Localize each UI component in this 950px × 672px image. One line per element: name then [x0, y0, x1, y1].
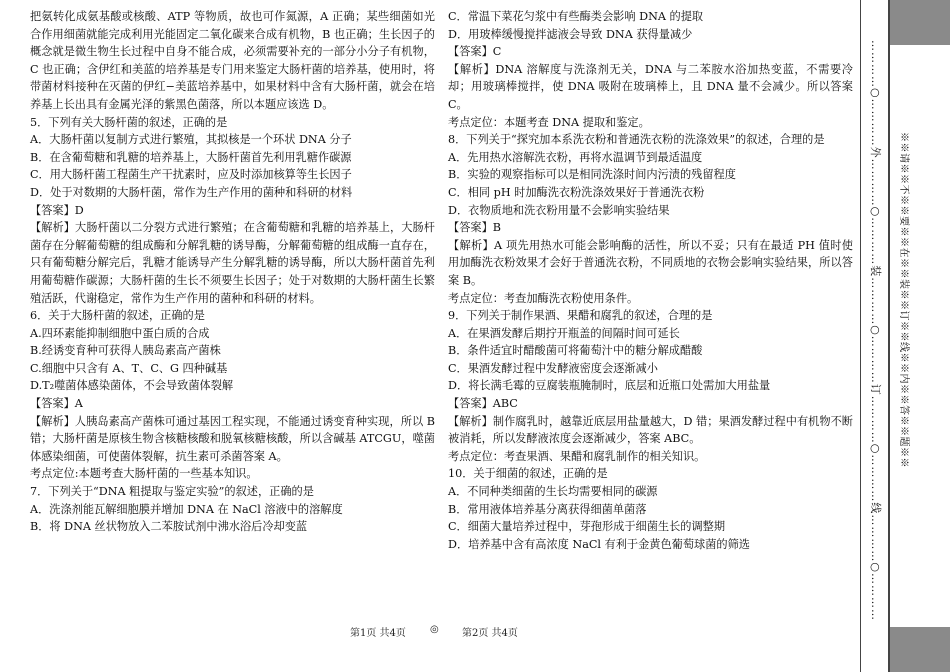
- option-text: D．培养基中含有高浓度 NaCl 有利于金黄色葡萄球菌的筛选: [448, 537, 750, 551]
- option-text: C．用大肠杆菌工程菌生产干扰素时，应及时添加核算等生长因子: [30, 168, 352, 182]
- question-text: 10．关于细菌的叙述，正确的是: [448, 467, 608, 481]
- answer-text: 【答案】ABC: [448, 397, 518, 411]
- option-text: D．将长满毛霉的豆腐装瓶腌制时，底层和近瓶口处需加大用盐量: [448, 379, 771, 393]
- explanation-text: 【解析】A 项先用热水可能会影响酶的活性，所以不妥；只有在最适 PH 值时使用加酶洗衣粉效果才会好于普通洗衣粉，不同质地的衣物会影响实验结果，所以答案 B。: [448, 238, 853, 287]
- question-text: 8．下列关于“探究加本系洗衣粉和普通洗衣粉的洗涤效果”的叙述，合理的是: [448, 133, 825, 147]
- answer-text: 【答案】D: [30, 203, 84, 217]
- option-text: B．将 DNA 丝状物放入二苯胺试剂中沸水浴后冷却变蓝: [30, 520, 308, 534]
- page-number-left: 第1页 共4页: [350, 628, 406, 639]
- option-text: C．常温下菜花匀浆中有些酶类会影响 DNA 的提取: [448, 10, 704, 23]
- topic-note: 考点定位：本题考查 DNA 提取和鉴定。: [448, 115, 650, 129]
- option-text: C．果酒发酵过程中发酵液密度会逐渐减小: [448, 361, 658, 375]
- explanation-text: 【解析】大肠杆菌以二分裂方式进行繁殖；在含葡萄糖和乳糖的培养基上，大肠杆菌存在分解葡萄糖的组成酶和分解乳糖的诱导酶，分解葡萄糖的组成酶一直存在，只有葡萄糖分解完后，乳糖才能诱导产生分解乳糖的诱导酶，所以大肠杆菌首先利用葡萄糖作碳源；大肠杆菌的生长不须要生长因子；处于对数期的大肠杆菌生长繁殖活跃，代谢稳定，常作为生产作用的菌种和科研的材料。: [30, 221, 435, 305]
- binding-shade-top: [890, 0, 950, 45]
- right-column: [448, 8, 853, 553]
- left-column: [30, 8, 435, 536]
- option-text: C．相同 pH 时加酶洗衣粉洗涤效果好于普通洗衣粉: [448, 185, 705, 199]
- option-text: D．用玻棒缓慢搅拌滤液会导致 DNA 获得量减少: [448, 27, 693, 41]
- option-text: A．在果酒发酵后期拧开瓶盖的间隔时间可延长: [448, 326, 680, 340]
- option-text: A．洗涤剂能瓦解细胞膜并增加 DNA 在 NaCl 溶液中的溶解度: [30, 502, 343, 516]
- option-text: A．先用热水溶解洗衣粉，再将水温调节到最适温度: [448, 150, 703, 164]
- option-text: C.细胞中只含有 A、T、C、G 四种碱基: [30, 361, 228, 375]
- explanation-text: 【解析】人胰岛素高产菌株可通过基因工程实现，不能通过诱变育种实现，所以 B 错；大肠杆菌是原核生物含核糖核酸和脱氧核糖核酸，所以含碱基 ATCGU，噬菌体感染细菌，可使菌体裂解，抗生素可杀菌答案 A。: [30, 414, 435, 463]
- option-text: A．不同种类细菌的生长均需要相同的碳源: [448, 485, 658, 499]
- page-number-right: 第2页 共4页: [462, 628, 518, 639]
- question-text: 把氨转化成氨基酸或核酸、ATP 等物质，故也可作氮源，A 正确；某些细菌如光合作用细菌就能完成利用光能固定二氧化碳来合成有机物，B 也正确；生长因子的概念就是微生物生长过程中自身不能合成，必须需要补充的一部分小分子有机物，C 也正确；含伊红和美蓝的培养基是专门用来鉴定大肠杆菌的培养基，使用时，将带菌材料接种在灭菌的伊红−美蓝培养基中，如果材料中含有大肠杆菌，就会在培养基上长出具有金属光泽的紫黑色菌落，所以本题应该选 D。: [30, 10, 435, 111]
- option-text: C．细菌大量培养过程中，芽孢形成于细菌生长的调整期: [448, 520, 726, 534]
- explanation-text: 【解析】制作腐乳时，越靠近底层用盐量越大，D 错；果酒发酵过程中有机物不断被消耗，所以发酵液浓度会逐渐减少，答案 ABC。: [448, 414, 853, 446]
- answer-text: 【答案】C: [448, 45, 502, 59]
- option-text: B．实验的观察指标可以是相同洗涤时间内污渍的残留程度: [448, 168, 736, 182]
- question-text: 7．下列关于“DNA 粗提取与鉴定实验”的叙述，正确的是: [30, 485, 314, 499]
- footer-separator: ◎: [430, 624, 439, 635]
- question-text: 5．下列有关大肠杆菌的叙述，正确的是: [30, 115, 228, 129]
- option-text: B．在含葡萄糖和乳糖的培养基上，大肠杆菌首先利用乳糖作碳源: [30, 150, 352, 164]
- option-text: B．条件适宜时醋酸菌可将葡萄汁中的糖分解成醋酸: [448, 344, 703, 358]
- topic-note: 考点定位：考查果酒、果醋和腐乳制作的相关知识。: [448, 449, 706, 463]
- binding-shade-bottom: [890, 627, 950, 672]
- option-text: A.四环素能抑制细胞中蛋白质的合成: [30, 326, 210, 340]
- option-text: D.T₂噬菌体感染菌体，不会导致菌体裂解: [30, 379, 234, 393]
- option-text: D．处于对数期的大肠杆菌，常作为生产作用的菌种和科研的材料: [30, 185, 353, 199]
- option-text: B．常用液体培养基分离获得细菌单菌落: [448, 502, 647, 516]
- option-text: B.经诱变育种可获得人胰岛素高产菌株: [30, 344, 221, 358]
- answer-text: 【答案】B: [448, 221, 501, 235]
- question-text: 6．关于大肠杆菌的叙述，正确的是: [30, 309, 205, 323]
- topic-note: 考点定位:本题考查大肠杆菌的一些基本知识。: [30, 467, 258, 481]
- binding-warning: ※※请※※不※※要※※在※※装※※订※※线※※内※※答※※题※※: [898, 132, 909, 468]
- explanation-text: 【解析】DNA 溶解度与洗涤剂无关，DNA 与二苯胺水浴加热变蓝，不需要冷却；用玻璃棒搅拌，使 DNA 吸附在玻璃棒上，且 DNA 量不会减少。所以答案 C。: [448, 62, 853, 111]
- question-text: 9．下列关于制作果酒、果醋和腐乳的叙述，合理的是: [448, 309, 713, 323]
- binding-outer-line: …………○…………外…………○…………装…………○…………订…………○…………线…………○…………: [869, 40, 882, 621]
- topic-note: 考点定位：考查加酶洗衣粉使用条件。: [448, 291, 639, 305]
- option-text: A．大肠杆菌以复制方式进行繁殖，其拟核是一个环状 DNA 分子: [30, 133, 352, 147]
- option-text: D．衣物质地和洗衣粉用量不会影响实验结果: [448, 203, 670, 217]
- answer-text: 【答案】A: [30, 397, 83, 411]
